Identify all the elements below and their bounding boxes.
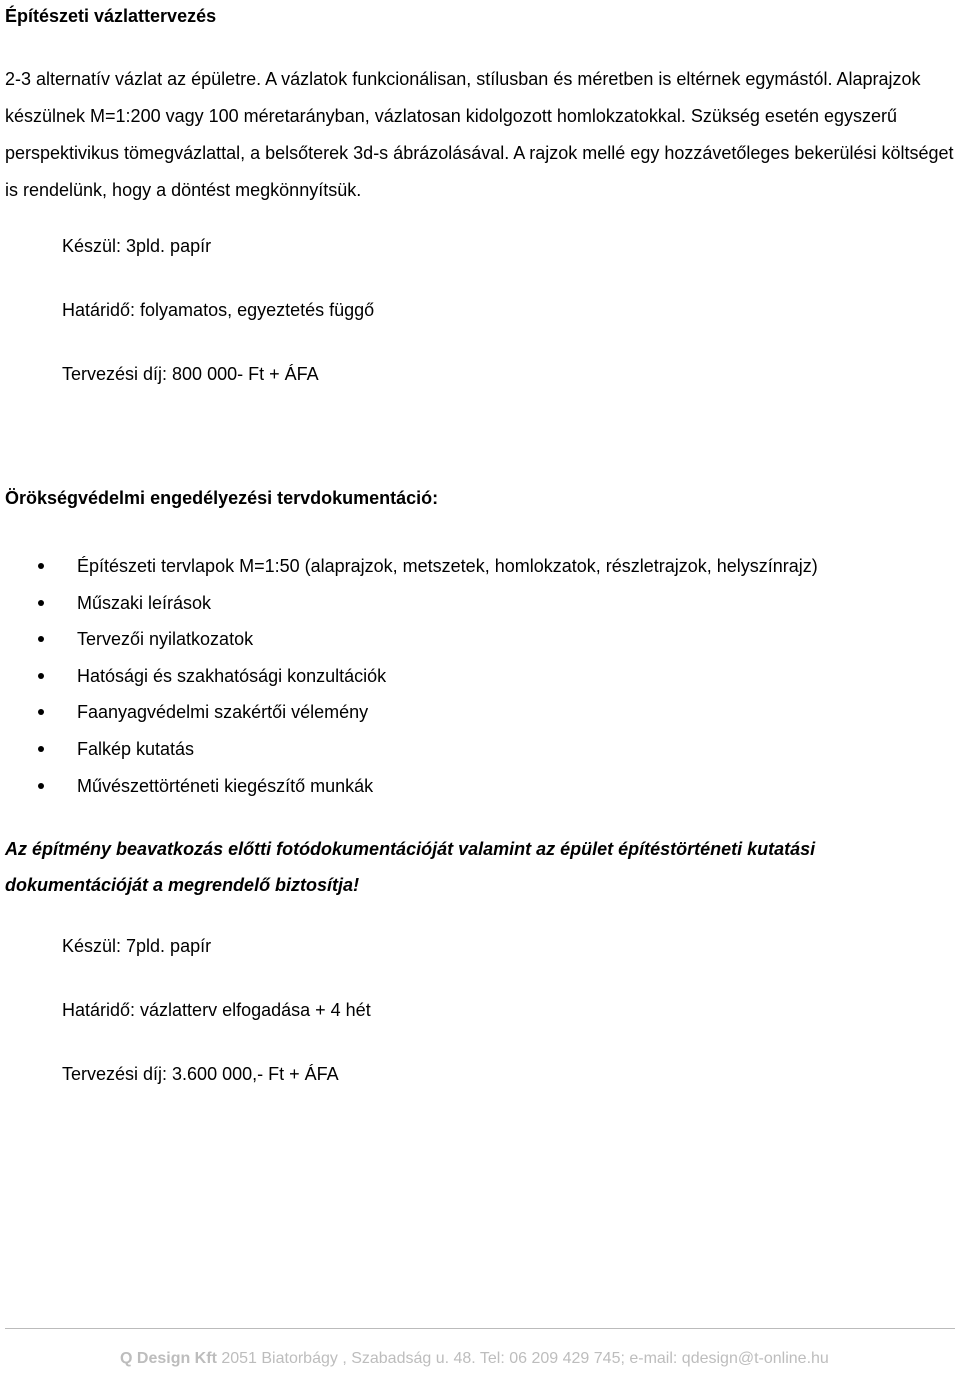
section-title-oroksegvedelmi: Örökségvédelmi engedélyezési tervdokumentáció: <box>5 488 439 508</box>
footer-company: Q Design Kft <box>120 1350 217 1367</box>
bullet-icon <box>38 563 44 569</box>
description-paragraph: 2-3 alternatív vázlat az épületre. A vázlatok funkcionálisan, stílusban és méretben is eltérnek egymástól. Alaprajzok készülnek M=1:200 vagy 100 méretarányban, vázlatosan kidolgozott homlokzatokkal. Szükség esetén egyszerű perspektivikus tömegvázlattal, a belsőterek 3d-s ábrázolásával. A rajzok mellé egy hozzávetőleges bekerülési költséget is rendelünk, hogy a döntést megkönnyítsük. <box>5 69 954 200</box>
deliverables-list <box>0 548 818 804</box>
list-item-label: Hatósági és szakhatósági konzultációk <box>77 665 387 686</box>
list-item <box>0 621 818 658</box>
fee-info: Tervezési díj: 3.600 000,- Ft + ÁFA <box>62 1064 339 1084</box>
copies-info: Készül: 7pld. papír <box>62 936 212 956</box>
section-title-vazlattervezes: Építészeti vázlattervezés <box>5 6 217 26</box>
footer <box>120 1350 829 1368</box>
list-item-label: Tervezői nyilatkozatok <box>77 629 254 650</box>
list-item <box>0 694 818 731</box>
footer-divider <box>5 1328 955 1329</box>
list-item-label: Faanyagvédelmi szakértői vélemény <box>77 702 369 723</box>
bullet-icon <box>38 746 44 752</box>
list-item-label: Művészettörténeti kiegészítő munkák <box>77 775 374 796</box>
list-item <box>0 548 818 585</box>
list-item-label: Építészeti tervlapok M=1:50 (alaprajzok, metszetek, homlokzatok, részletrajzok, helyszínrajz) <box>77 556 818 576</box>
list-item <box>0 768 818 805</box>
bullet-icon <box>38 783 44 789</box>
bullet-icon <box>38 600 44 606</box>
bullet-icon <box>38 709 44 715</box>
deadline-info: Határidő: folyamatos, egyeztetés függő <box>62 300 375 320</box>
client-responsibility-note: Az építmény beavatkozás előtti fotódokumentációját valamint az épület építéstörténeti kutatási dokumentációját a megrendelő biztosítja! <box>5 839 816 895</box>
bullet-icon <box>38 636 44 642</box>
list-item <box>0 731 818 768</box>
list-item-label: Falkép kutatás <box>77 738 195 759</box>
deadline-info: Határidő: vázlatterv elfogadása + 4 hét <box>62 1000 371 1020</box>
list-item <box>0 658 818 695</box>
copies-info: Készül: 3pld. papír <box>62 236 212 256</box>
footer-contact: 2051 Biatorbágy , Szabadság u. 48. Tel: 06 209 429 745; e-mail: qdesign@t-online.hu <box>216 1350 829 1367</box>
list-item-label: Műszaki leírások <box>77 592 212 613</box>
fee-info: Tervezési díj: 800 000- Ft + ÁFA <box>62 364 319 384</box>
list-item <box>0 585 818 622</box>
bullet-icon <box>38 673 44 679</box>
